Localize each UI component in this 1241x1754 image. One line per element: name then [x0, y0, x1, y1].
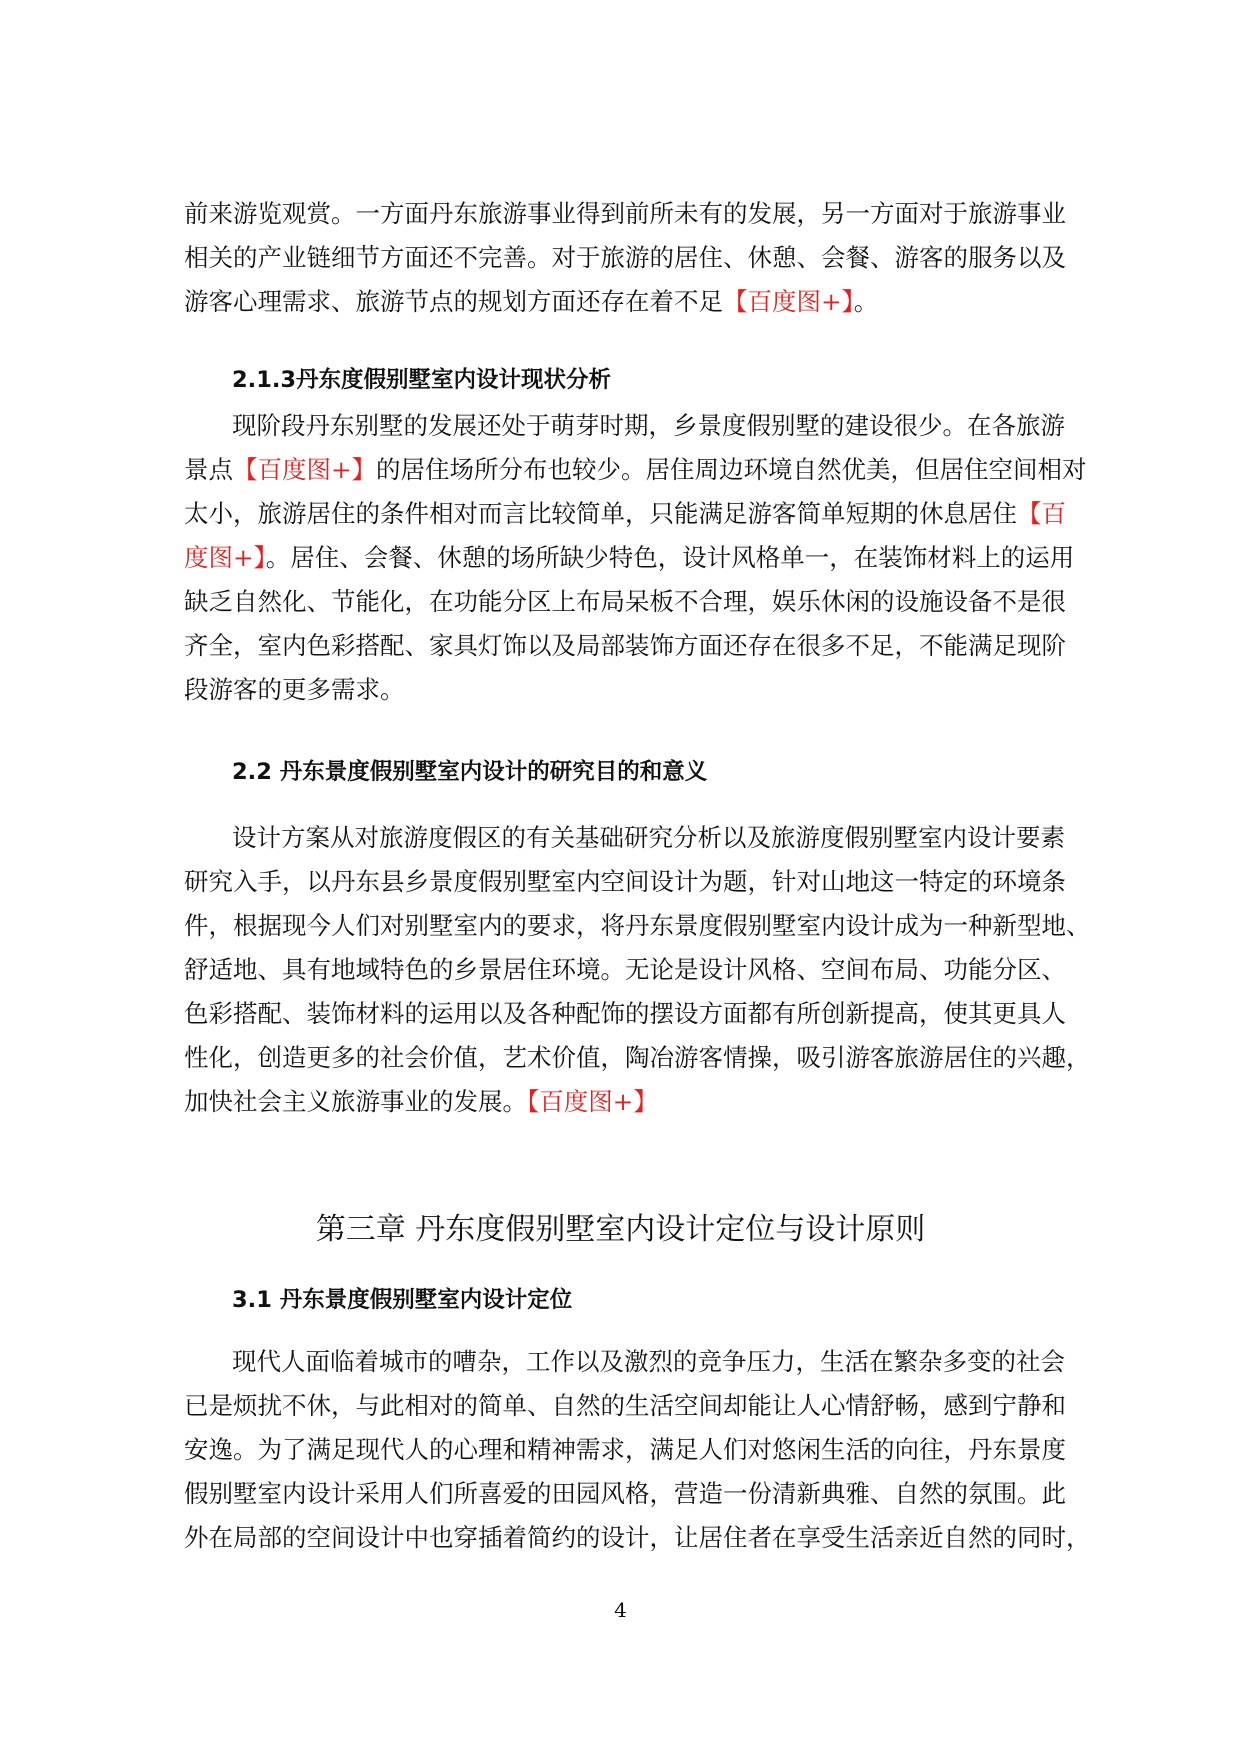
paragraph-line: 段游客的更多需求。	[184, 675, 405, 704]
paragraph-line	[184, 492, 1066, 536]
paragraph-line: 性化，创造更多的社会价值，艺术价值，陶冶游客情操，吸引游客旅游居住的兴趣，	[184, 1043, 1091, 1072]
paragraph-line: 现代人面临着城市的嘈杂，工作以及激烈的竞争压力，生活在繁杂多变的社会	[232, 1347, 1065, 1376]
paragraph-text: 太小，旅游居住的条件相对而言比较简单，只能满足游客简单短期的休息居住	[184, 499, 1017, 528]
chapter-title: 第三章 丹东度假别墅室内设计定位与设计原则	[315, 1212, 926, 1247]
paragraph-line: 已是烦扰不休，与此相对的简单、自然的生活空间却能让人心情舒畅，感到宁静和	[184, 1391, 1066, 1420]
paragraph-line: 假别墅室内设计采用人们所喜爱的田园风格，营造一份清新典雅、自然的氛围。此	[184, 1479, 1066, 1508]
baidu-image-link[interactable]: 【百度图+】	[527, 1087, 658, 1116]
page-number: 4	[614, 1598, 627, 1622]
baidu-image-link[interactable]: 度图+】	[184, 543, 266, 572]
paragraph-line: 研究入手，以丹东县乡景度假别墅室内空间设计为题，针对山地这一特定的环境条	[184, 867, 1066, 896]
paragraph-text: 。	[853, 287, 879, 316]
paragraph-line: 安逸。为了满足现代人的心理和精神需求，满足人们对悠闲生活的向往，丹东景度	[184, 1435, 1066, 1464]
paragraph-text: 的居住场所分布也较少。居住周边环境自然优美，但居住空间相对	[376, 455, 1087, 484]
paragraph-line	[184, 280, 878, 324]
section-heading-2-2: 2.2 丹东景度假别墅室内设计的研究目的和意义	[232, 759, 708, 785]
paragraph-text: 景点	[184, 455, 233, 484]
baidu-image-link[interactable]: 【百度图+】	[723, 287, 854, 316]
paragraph-text: 游客心理需求、旅游节点的规划方面还存在着不足	[184, 287, 723, 316]
paragraph-line: 色彩搭配、装饰材料的运用以及各种配饰的摆设方面都有所创新提高，使其更具人	[184, 999, 1066, 1028]
paragraph-line: 外在局部的空间设计中也穿插着简约的设计，让居住者在享受生活亲近自然的同时，	[184, 1523, 1091, 1552]
section-heading-3-1: 3.1 丹东景度假别墅室内设计定位	[232, 1287, 573, 1313]
paragraph-line: 前来游览观赏。一方面丹东旅游事业得到前所未有的发展，另一方面对于旅游事业	[184, 199, 1066, 228]
paragraph-line: 齐全，室内色彩搭配、家具灯饰以及局部装饰方面还存在很多不足，不能满足现阶	[184, 631, 1066, 660]
paragraph-line: 件，根据现今人们对别墅室内的要求，将丹东景度假别墅室内设计成为一种新型地、	[184, 911, 1091, 940]
paragraph-line: 缺乏自然化、节能化，在功能分区上布局呆板不合理，娱乐休闲的设施设备不是很	[184, 587, 1066, 616]
paragraph-line	[184, 448, 1087, 492]
section-heading-2-1-3: 2.1.3丹东度假别墅室内设计现状分析	[232, 367, 612, 393]
paragraph-line: 设计方案从对旅游度假区的有关基础研究分析以及旅游度假别墅室内设计要素	[232, 823, 1065, 852]
paragraph-line: 相关的产业链细节方面还不完善。对于旅游的居住、休憩、会餐、游客的服务以及	[184, 243, 1066, 272]
paragraph-line	[184, 1080, 658, 1124]
paragraph-text: 。居住、会餐、休憩的场所缺少特色，设计风格单一，在装饰材料上的运用	[265, 543, 1075, 572]
paragraph-text: 加快社会主义旅游事业的发展。	[184, 1087, 527, 1116]
baidu-image-link[interactable]: 【百	[1017, 499, 1066, 528]
paragraph-line: 舒适地、具有地域特色的乡景居住环境。无论是设计风格、空间布局、功能分区、	[184, 955, 1066, 984]
paragraph-line: 现阶段丹东别墅的发展还处于萌芽时期，乡景度假别墅的建设很少。在各旅游	[232, 411, 1065, 440]
baidu-image-link[interactable]: 【百度图+】	[233, 455, 377, 484]
paragraph-line	[184, 536, 1074, 580]
